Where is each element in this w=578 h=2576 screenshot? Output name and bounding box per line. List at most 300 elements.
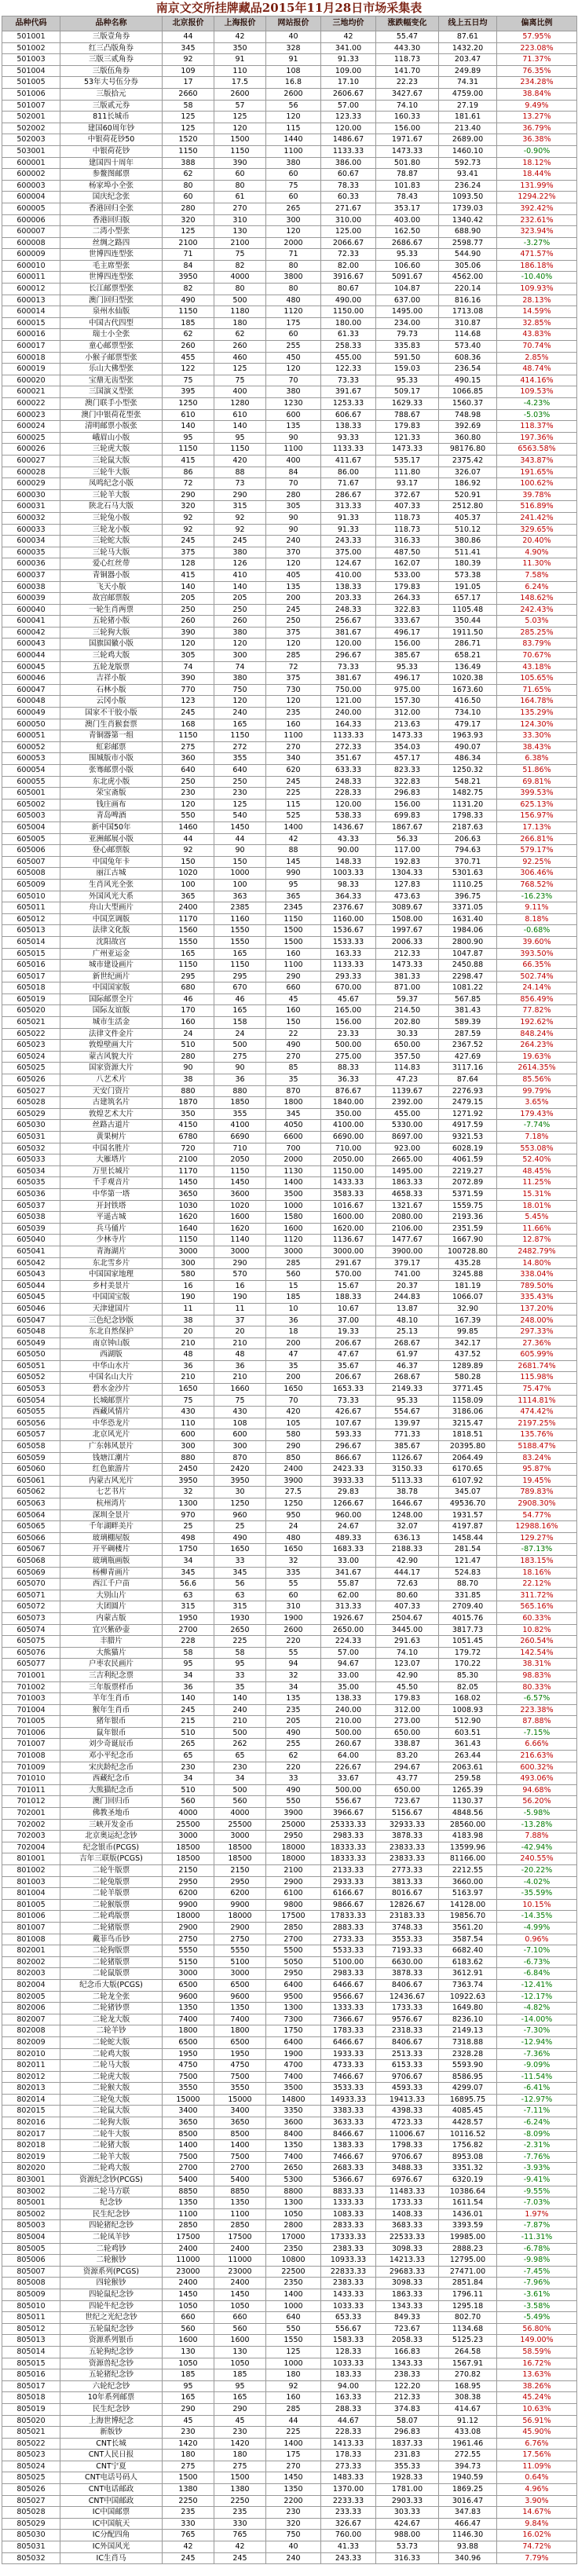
cell-change-range: 1139.67 [376,1085,439,1097]
cell-code: 605045 [2,1292,60,1304]
cell-change-range: 871.00 [376,982,439,994]
cell-web-price: 340 [266,753,321,765]
cell-web-price: 3800 [266,272,321,284]
cell-beijing-price: 1400 [163,2140,214,2152]
cell-beijing-price: 100 [163,879,214,891]
cell-average-price: 91.33 [321,524,376,536]
cell-change-range: 591.50 [376,352,439,364]
cell-deviation-ratio: 135.76% [497,1429,577,1441]
cell-change-range: 29683.33 [376,2266,439,2278]
cell-five-day-average: 392.69 [439,421,497,433]
cell-average-price: 310.00 [321,214,376,226]
cell-average-price: 296.67 [321,1441,376,1453]
cell-deviation-ratio: -7.76% [497,2151,577,2163]
table-row [2,1337,577,1349]
cell-change-range: 1473.33 [376,444,439,456]
cell-code: 605034 [2,1165,60,1177]
cell-five-day-average: 180.39 [439,558,497,570]
cell-web-price: 47 [266,1349,321,1361]
cell-web-price: 94 [266,1659,321,1670]
cell-change-range: 212.33 [376,2392,439,2404]
cell-beijing-price: 720 [163,1143,214,1154]
cell-code: 605070 [2,1579,60,1590]
table-row [2,1418,577,1429]
cell-shanghai-price: 108 [214,1418,266,1429]
cell-deviation-ratio: 19.45% [497,1475,577,1487]
cell-shanghai-price: 95 [214,432,266,444]
cell-shanghai-price: 65 [214,1751,266,1762]
cell-deviation-ratio: 6.24% [497,581,577,593]
table-row [2,77,577,89]
cell-change-range: 25.13 [376,1326,439,1338]
cell-shanghai-price: 5100 [214,1956,266,1968]
cell-five-day-average: 121.47 [439,1555,497,1567]
cell-deviation-ratio: 142.54% [497,1647,577,1659]
cell-shanghai-price: 4100 [214,1120,266,1132]
cell-code: 605036 [2,1188,60,1200]
cell-average-price: 138.33 [321,581,376,593]
cell-average-price: 960.00 [321,1509,376,1521]
cell-name: 中华恐龙片 [60,1418,163,1429]
cell-name: 中银荷花钞50 [60,134,163,146]
cell-average-price: 1486.67 [321,134,376,146]
cell-beijing-price: 1050 [163,2300,214,2312]
cell-web-price: 90 [266,512,321,524]
cell-five-day-average: 466.47 [439,2518,497,2530]
cell-code: 605006 [2,845,60,857]
cell-web-price: 88 [266,845,321,857]
cell-five-day-average: 3771.45 [439,1384,497,1396]
table-row [2,684,577,696]
table-row [2,1292,577,1304]
cell-beijing-price: 130 [163,2346,214,2358]
cell-beijing-price: 4150 [163,1120,214,1132]
cell-code: 605023 [2,1040,60,1052]
cell-code: 802019 [2,2151,60,2163]
cell-shanghai-price: 1380 [214,2484,266,2496]
cell-shanghai-price: 25 [214,1521,266,1533]
cell-name: 三年版票样币 [60,1681,163,1693]
cell-change-range: 2903.33 [376,2495,439,2507]
header-web-price: 网站报价 [266,16,321,31]
cell-web-price: 56 [266,100,321,112]
cell-shanghai-price: 4000 [214,272,266,284]
cell-deviation-ratio: 77.82% [497,1005,577,1017]
cell-average-price: 6466.67 [321,1979,376,1991]
cell-web-price: 34 [266,1681,321,1693]
cell-shanghai-price: 660 [214,2312,266,2324]
cell-beijing-price: 18000 [163,1911,214,1923]
cell-shanghai-price: 1150 [214,730,266,742]
cell-average-price: 2606.67 [321,88,376,100]
cell-shanghai-price: 125 [214,799,266,810]
table-row [2,1074,577,1086]
cell-beijing-price: 1380 [163,2484,214,2496]
table-row [2,925,577,937]
cell-deviation-ratio: 13.63% [497,2369,577,2381]
table-row [2,317,577,329]
cell-change-range: 496.17 [376,627,439,639]
cell-five-day-average: 2888.23 [439,2243,497,2255]
cell-name: 户枣农民画片 [60,1659,163,1670]
cell-average-price: 1383.33 [321,2140,376,2152]
cell-shanghai-price: 11000 [214,2255,266,2267]
cell-code: 805010 [2,2300,60,2312]
cell-deviation-ratio: 297.33% [497,1326,577,1338]
cell-five-day-average: 19856.70 [439,1911,497,1923]
cell-web-price: 33 [266,1773,321,1785]
cell-change-range: 381.33 [376,971,439,982]
cell-name: 澳门联手小型张 [60,398,163,410]
cell-beijing-price: 140 [163,421,214,433]
cell-web-price: 115 [266,123,321,134]
cell-deviation-ratio: -3.93% [497,2163,577,2175]
cell-five-day-average: 1559.75 [439,1200,497,1212]
table-row [2,134,577,146]
table-row [2,329,577,341]
cell-code: 802001 [2,1945,60,1957]
cell-web-price: 220 [266,1636,321,1648]
cell-five-day-average: 9321.53 [439,1132,497,1143]
cell-web-price: 120 [266,696,321,708]
table-row [2,1865,577,1877]
cell-deviation-ratio: 71.37% [497,54,577,66]
cell-shanghai-price: 262 [214,1739,266,1751]
cell-average-price: 164.33 [321,719,376,730]
cell-beijing-price: 680 [163,982,214,994]
table-row [2,1464,577,1476]
cell-name: 天安门资片 [60,1085,163,1097]
cell-code: 600012 [2,284,60,295]
cell-deviation-ratio: 56.91% [497,2415,577,2427]
table-row [2,627,577,639]
cell-average-price: 350.00 [321,1108,376,1120]
cell-average-price: 273.33 [321,2461,376,2472]
cell-change-range: 1928.33 [376,2472,439,2484]
cell-beijing-price: 95 [163,432,214,444]
cell-average-price: 710.00 [321,1143,376,1154]
cell-code: 605049 [2,1337,60,1349]
cell-change-range: 118.73 [376,524,439,536]
cell-deviation-ratio: 149.00% [497,2335,577,2347]
cell-beijing-price: 2750 [163,1934,214,1945]
cell-code: 600034 [2,536,60,547]
cell-shanghai-price: 355 [214,1108,266,1120]
cell-change-range: 2318.33 [376,2025,439,2037]
cell-name: 三轮龙小版 [60,524,163,536]
cell-code: 701005 [2,1716,60,1728]
cell-average-price: 6466.67 [321,2036,376,2048]
cell-average-price: 240.00 [321,708,376,719]
cell-five-day-average: 1739.03 [439,203,497,214]
cell-code: 600015 [2,317,60,329]
cell-beijing-price: 510 [163,1784,214,1796]
cell-average-price: 2066.67 [321,237,376,249]
cell-web-price: 2000 [266,237,321,249]
cell-name: 围城版市小版 [60,753,163,765]
cell-five-day-average: 4197.87 [439,1521,497,1533]
cell-name: 纪念银币(PCGS) [60,1842,163,1853]
cell-five-day-average: 32.90 [439,1303,497,1315]
cell-shanghai-price: 4750 [214,2060,266,2072]
cell-name: 二轮羊钞 [60,2025,163,2037]
cell-five-day-average: 3186.06 [439,1407,497,1418]
table-row [2,2541,577,2553]
cell-change-range: 455.00 [376,1108,439,1120]
cell-beijing-price: 245 [163,708,214,719]
cell-code: 605071 [2,1590,60,1601]
cell-web-price: 285 [266,1257,321,1269]
cell-average-price: 5366.67 [321,2175,376,2186]
cell-beijing-price: 430 [163,1407,214,1418]
cell-average-price: 275.00 [321,1051,376,1063]
cell-beijing-price: 2700 [163,1624,214,1636]
cell-change-range: 160.33 [376,112,439,123]
cell-beijing-price: 388 [163,157,214,169]
cell-five-day-average: 98176.80 [439,444,497,456]
cell-web-price: 120 [266,558,321,570]
cell-average-price: 72.33 [321,249,376,261]
table-row [2,352,577,364]
cell-shanghai-price: 765 [214,2530,266,2541]
cell-average-price: 1926.67 [321,1612,376,1624]
cell-web-price: 7300 [266,2014,321,2025]
cell-shanghai-price: 1600 [214,1212,266,1224]
cell-code: 605054 [2,1395,60,1407]
cell-shanghai-price: 1800 [214,2025,266,2037]
cell-web-price: 525 [266,810,321,822]
cell-name: CNT电话号码人 [60,2472,163,2484]
cell-average-price: 375.00 [321,547,376,558]
cell-average-price: 1150.00 [321,306,376,318]
cell-web-price: 2350 [266,2243,321,2255]
cell-beijing-price: 250 [163,604,214,616]
cell-name: 参鳌图邮票 [60,169,163,181]
cell-deviation-ratio: 2614.35% [497,1063,577,1074]
cell-change-range: 1126.67 [376,1452,439,1464]
cell-change-range: 1997.67 [376,925,439,937]
cell-deviation-ratio: 856.49% [497,993,577,1005]
cell-average-price: 556.67 [321,1796,376,1808]
cell-name: 内蒙古风光片 [60,1475,163,1487]
cell-five-day-average: 1436.01 [439,2208,497,2220]
cell-five-day-average: 308.38 [439,2392,497,2404]
cell-change-range: 335.83 [376,341,439,353]
cell-shanghai-price: 363 [214,891,266,902]
cell-deviation-ratio: 0.96% [497,1934,577,1945]
table-row [2,1223,577,1235]
cell-five-day-average: 3351.32 [439,2163,497,2175]
cell-average-price: 2983.33 [321,1968,376,1980]
cell-beijing-price: 395 [163,386,214,398]
cell-average-price: 364.33 [321,891,376,902]
cell-beijing-price: 6780 [163,1132,214,1143]
cell-change-range: 118.73 [376,54,439,66]
cell-name: 中国名山大片 [60,1372,163,1384]
cell-deviation-ratio: 414.16% [497,375,577,386]
cell-deviation-ratio: 109.53% [497,386,577,398]
cell-deviation-ratio: 38.31% [497,1659,577,1670]
table-row [2,2450,577,2461]
cell-code: 503001 [2,145,60,157]
cell-web-price: 17500 [266,1911,321,1923]
cell-average-price: 120.00 [321,639,376,650]
cell-web-price: 150 [266,1017,321,1029]
cell-name: 三版三贰角券 [60,54,163,66]
cell-average-price: 8833.33 [321,2186,376,2197]
table-row [2,2117,577,2129]
cell-average-price: 286.67 [321,489,376,501]
table-row [2,2266,577,2278]
cell-beijing-price: 9600 [163,1991,214,2003]
cell-deviation-ratio: -7.87% [497,2220,577,2232]
cell-average-price: 98.33 [321,879,376,891]
cell-name: 三版贰元券 [60,100,163,112]
cell-web-price: 1800 [266,1097,321,1109]
cell-beijing-price: 6500 [163,2036,214,2048]
cell-change-range: 101.83 [376,180,439,192]
cell-beijing-price: 320 [163,501,214,513]
cell-five-day-average: 688.90 [439,226,497,238]
cell-deviation-ratio: 179.43% [497,1108,577,1120]
cell-beijing-price: 180 [163,2450,214,2461]
cell-shanghai-price: 390 [214,157,266,169]
cell-change-range: 162.07 [376,558,439,570]
cell-name: 中国兔年卡 [60,856,163,868]
table-row [2,2427,577,2439]
cell-code: 701007 [2,1739,60,1751]
cell-average-price: 35.67 [321,1360,376,1372]
cell-beijing-price: 17 [163,77,214,89]
cell-average-price: 2423.33 [321,1464,376,1476]
cell-shanghai-price: 600 [214,1429,266,1441]
cell-five-day-average: 1984.06 [439,925,497,937]
cell-code: 605074 [2,1624,60,1636]
cell-beijing-price: 38 [163,1315,214,1326]
cell-deviation-ratio: 186.18% [497,260,577,272]
cell-name: 大别山片 [60,1590,163,1601]
cell-code: 501007 [2,100,60,112]
cell-average-price: 2233.33 [321,2495,376,2507]
cell-name: 东北虎小版 [60,776,163,788]
cell-beijing-price: 95 [163,2380,214,2392]
cell-beijing-price: 610 [163,409,214,421]
cell-deviation-ratio: 789.83% [497,1487,577,1498]
table-row [2,65,577,77]
cell-five-day-average: 4917.59 [439,1120,497,1132]
cell-web-price: 580 [266,1429,321,1441]
cell-shanghai-price: 2385 [214,902,266,914]
cell-shanghai-price: 2400 [214,2243,266,2255]
table-row [2,1303,577,1315]
cell-average-price: 490.00 [321,295,376,306]
cell-five-day-average: 168.02 [439,1693,497,1705]
cell-five-day-average: 236.24 [439,180,497,192]
cell-five-day-average: 206.63 [439,833,497,845]
cell-name: 世博四连型张 [60,249,163,261]
cell-shanghai-price: 36 [214,1360,266,1372]
cell-deviation-ratio: -16.23% [497,891,577,902]
table-row [2,741,577,753]
cell-average-price: 163.33 [321,948,376,960]
cell-average-price: 670.00 [321,982,376,994]
cell-web-price: 2700 [266,1934,321,1945]
cell-shanghai-price: 61 [214,192,266,203]
table-row [2,2461,577,2472]
cell-change-range: 95.33 [376,375,439,386]
table-row [2,1487,577,1498]
cell-shanghai-price: 140 [214,421,266,433]
cell-shanghai-price: 1930 [214,1612,266,1624]
cell-web-price: 91 [266,54,321,66]
cell-average-price: 1483.33 [321,2472,376,2484]
cell-code: 600050 [2,719,60,730]
cell-change-range: 23183.33 [376,1911,439,1923]
cell-name: 黄果树片 [60,1132,163,1143]
cell-shanghai-price: 1000 [214,868,266,880]
cell-name: 二轮兔版票 [60,1876,163,1888]
cell-deviation-ratio: -12.41% [497,1979,577,1991]
cell-code: 605012 [2,913,60,925]
cell-name: 羊年生肖币 [60,1693,163,1705]
cell-code: 605075 [2,1636,60,1648]
cell-deviation-ratio: 94.68% [497,1784,577,1796]
cell-web-price: 400 [266,455,321,467]
cell-name: 陕北石马大版 [60,501,163,513]
cell-change-range: 117.00 [376,845,439,857]
cell-change-range: 42.90 [376,1555,439,1567]
cell-shanghai-price: 400 [214,386,266,398]
cell-five-day-average: 5301.63 [439,868,497,880]
cell-beijing-price: 109 [163,65,214,77]
cell-change-range: 1798.33 [376,2140,439,2152]
cell-beijing-price: 36 [163,1681,214,1693]
cell-shanghai-price: 500 [214,1727,266,1739]
cell-change-range: 554.67 [376,1407,439,1418]
cell-shanghai-price: 710 [214,1143,266,1154]
cell-shanghai-price: 73 [214,478,266,490]
cell-code: 805023 [2,2450,60,2461]
cell-code: 605004 [2,821,60,833]
cell-code: 600035 [2,547,60,558]
cell-code: 600025 [2,432,60,444]
cell-deviation-ratio: 48.45% [497,1165,577,1177]
table-row [2,558,577,570]
cell-shanghai-price: 11 [214,1303,266,1315]
cell-code: 805031 [2,2541,60,2553]
cell-web-price: 6400 [266,2036,321,2048]
table-row [2,719,577,730]
cell-code: 801004 [2,1888,60,1900]
cell-deviation-ratio: 57.95% [497,31,577,43]
cell-deviation-ratio: -20.22% [497,1865,577,1877]
cell-beijing-price: 1150 [163,1235,214,1246]
cell-average-price: 10.67 [321,1303,376,1315]
cell-code: 802020 [2,2163,60,2175]
cell-five-day-average: 342.17 [439,1337,497,1349]
cell-code: 605035 [2,1177,60,1189]
cell-name: 香港回归全张 [60,203,163,214]
cell-five-day-average: 4428.57 [439,2117,497,2129]
cell-beijing-price: 165 [163,948,214,960]
cell-beijing-price: 92 [163,54,214,66]
table-row [2,2335,577,2347]
cell-average-price: 3916.67 [321,272,376,284]
cell-deviation-ratio: 85.56% [497,1074,577,1086]
cell-name: 开平碉楼片 [60,1544,163,1556]
cell-name: CNT人民日报 [60,2450,163,2461]
cell-shanghai-price: 500 [214,1784,266,1796]
